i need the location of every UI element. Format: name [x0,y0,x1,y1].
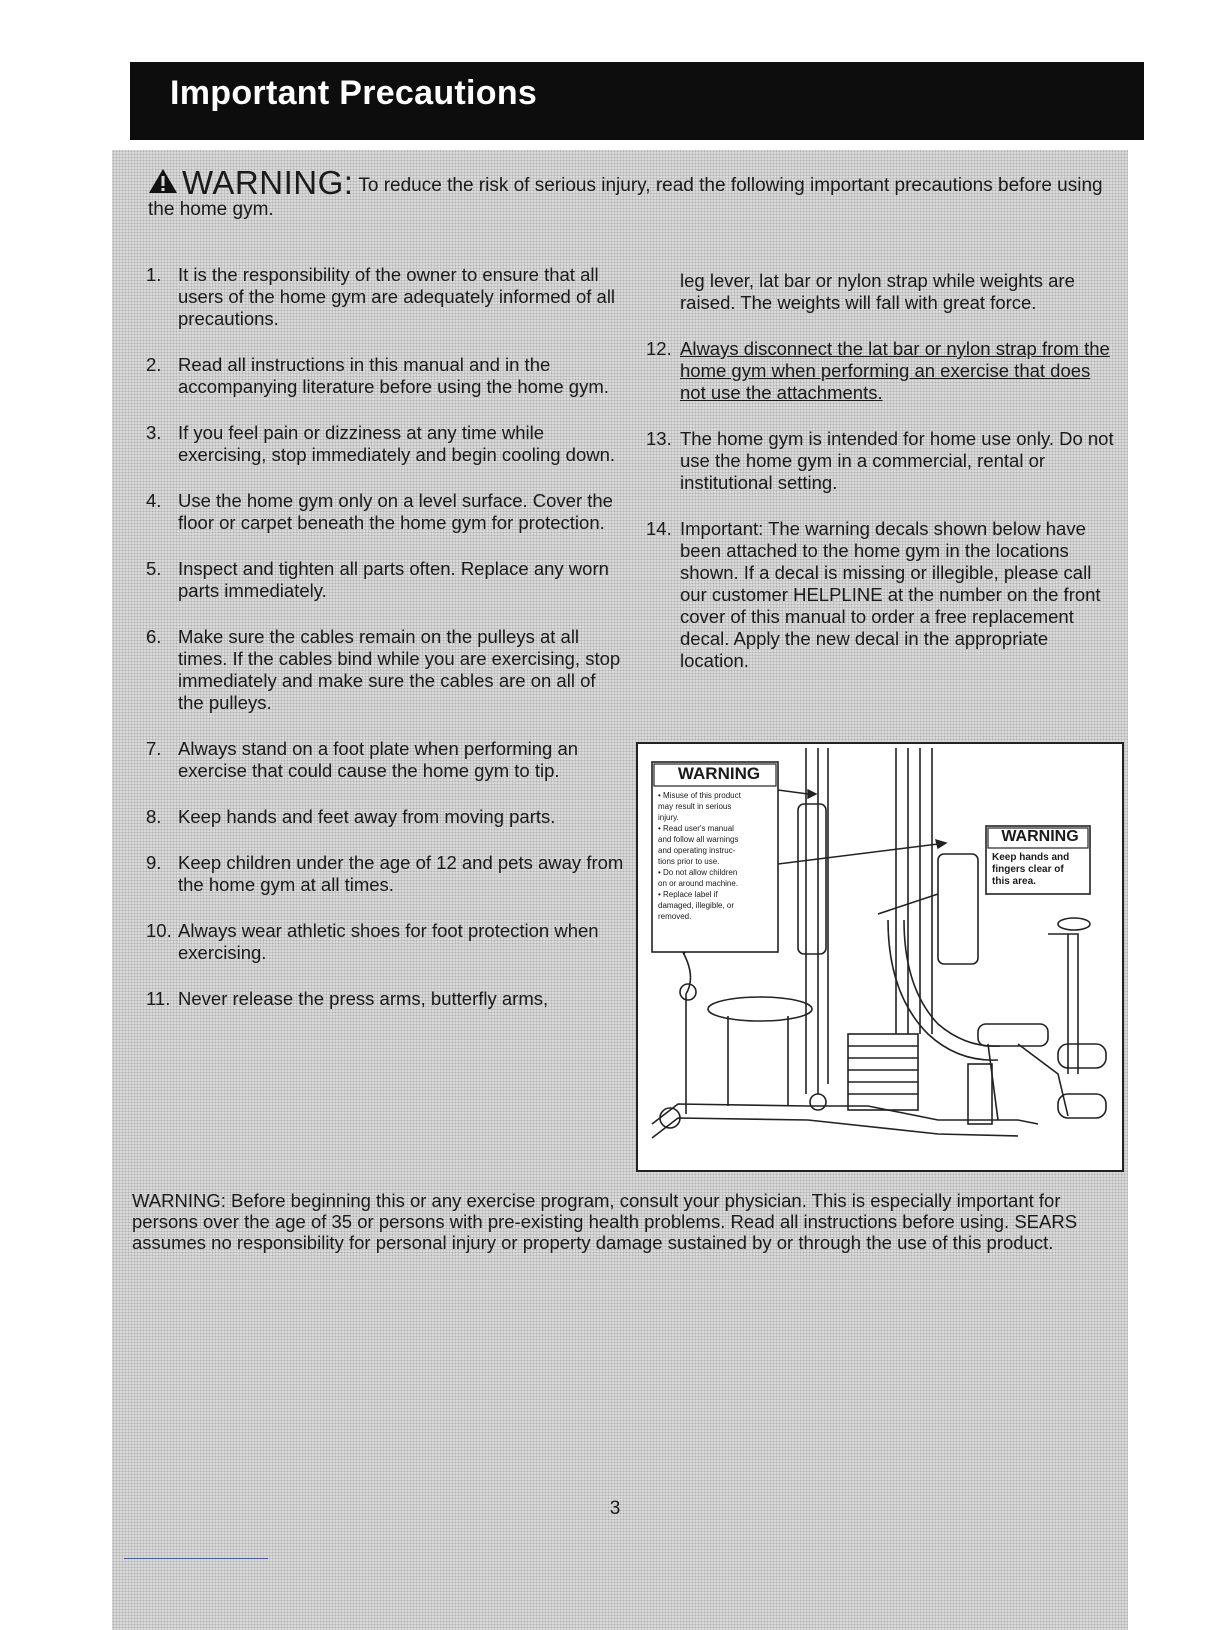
decal-line: • Replace label if [658,890,718,899]
precaution-item [146,988,626,1010]
decal-line: damaged, illegible, or [658,901,735,910]
warning-text: To reduce the risk of serious injury, read the following important precautions before using the home gym. [148,175,1103,220]
item-number: 2. [146,354,162,375]
precaution-item [146,422,626,466]
item-text: Always wear athletic shoes for foot protection when exercising. [178,920,599,963]
item-text: Inspect and tighten all parts often. Replace any worn parts immediately. [178,558,609,601]
item-number: 4. [146,490,162,511]
precaution-item [146,490,626,534]
page-title: Important Precautions [170,74,538,112]
decal-right-title: WARNING [1001,828,1079,845]
precaution-item [146,920,626,964]
decal-line: injury. [658,813,679,822]
item-text: Use the home gym only on a level surface. Cover the floor or carpet beneath the home gym for protection. [178,490,613,533]
decal-left-title: WARNING [677,764,761,783]
decal-left-text [658,790,776,922]
warning-label: WARNING: [182,164,354,201]
item-text: Read all instructions in this manual and in the accompanying literature before using the home gym. [178,354,609,397]
home-gym-illustration [636,742,1124,1172]
item-text: The home gym is intended for home use only. Do not use the home gym in a commercial, rental or institutional setting. [680,428,1114,493]
item-11-continuation: leg lever, lat bar or nylon strap while weights are raised. The weights will fall with great force. [680,270,1075,313]
item-number: 1. [146,264,162,285]
item-text: Important: The warning decals shown below have been attached to the home gym in the locations shown. If a decal is missing or illegible, please call our customer HELPLINE at the number on the front cover of this manual to order a free replacement decal. Apply the new decal in the appropriate location. [680,518,1101,671]
decal-line: • Do not allow children [658,868,738,877]
footer-rule [124,1558,268,1559]
decal-right-text [992,852,1090,888]
item-text: Never release the press arms, butterfly arms, [178,988,549,1009]
decal-line: and follow all warnings [658,835,739,844]
precautions-right-column [646,270,1116,696]
item-number: 7. [146,738,162,759]
decal-line: Keep hands and [992,852,1070,863]
decal-line: tions prior to use. [658,857,720,866]
precaution-item [146,806,626,828]
decal-line: on or around machine. [658,879,739,888]
header-bar [130,62,1144,140]
item-text: Always stand on a foot plate when performing an exercise that could cause the home gym to tip. [178,738,579,781]
decal-line: this area. [992,876,1036,887]
precautions-left-column [146,264,626,1034]
item-number: 14. [646,518,672,539]
item-number: 11. [146,988,171,1009]
item-number: 9. [146,852,162,873]
decal-line: may result in serious [658,802,732,811]
decal-line: • Misuse of this product [658,791,741,800]
precaution-item [146,264,626,330]
item-number: 8. [146,806,162,827]
decal-line: and operating instruc- [658,846,736,855]
precaution-item [146,558,626,602]
item-text: Always disconnect the lat bar or nylon strap from the home gym when performing an exercise that does not use the attachments. [680,338,1110,403]
item-number: 13. [646,428,672,449]
decal-line: removed. [658,912,692,921]
bottom-warning: WARNING: Before beginning this or any exercise program, consult your physician. This is especially important for persons over the age of 35 or persons with pre-existing health problems. Read all instructions before using. SEARS assumes no responsibility for personal injury or property damage sustained by or through the use of this product. [132,1190,1078,1253]
item-number: 12. [646,338,672,359]
item-text: Make sure the cables remain on the pulleys at all times. If the cables bind while you are exercising, stop immediately and make sure the cables are on all of the pulleys. [178,626,621,713]
warning-triangle-icon [148,168,178,194]
precaution-item-14 [646,518,1116,672]
precaution-item-12 [646,338,1116,404]
warning-intro [148,164,1108,222]
decal-line: • Read user's manual [658,824,734,833]
precaution-item-13 [646,428,1116,494]
page-number: 3 [609,1498,621,1519]
item-number: 10. [146,920,172,941]
decal-line: fingers clear of [992,864,1064,875]
item-text: Keep hands and feet away from moving parts. [178,806,556,827]
precaution-item [146,738,626,782]
precaution-item [146,354,626,398]
item-text: It is the responsibility of the owner to ensure that all users of the home gym are adequately informed of all precautions. [178,264,616,329]
item-number: 5. [146,558,162,579]
item-number: 3. [146,422,162,443]
precaution-item [146,852,626,896]
item-number: 6. [146,626,162,647]
item-text: If you feel pain or dizziness at any time while exercising, stop immediately and begin cooling down. [178,422,616,465]
item-text: Keep children under the age of 12 and pets away from the home gym at all times. [178,852,624,895]
precaution-item [146,626,626,714]
